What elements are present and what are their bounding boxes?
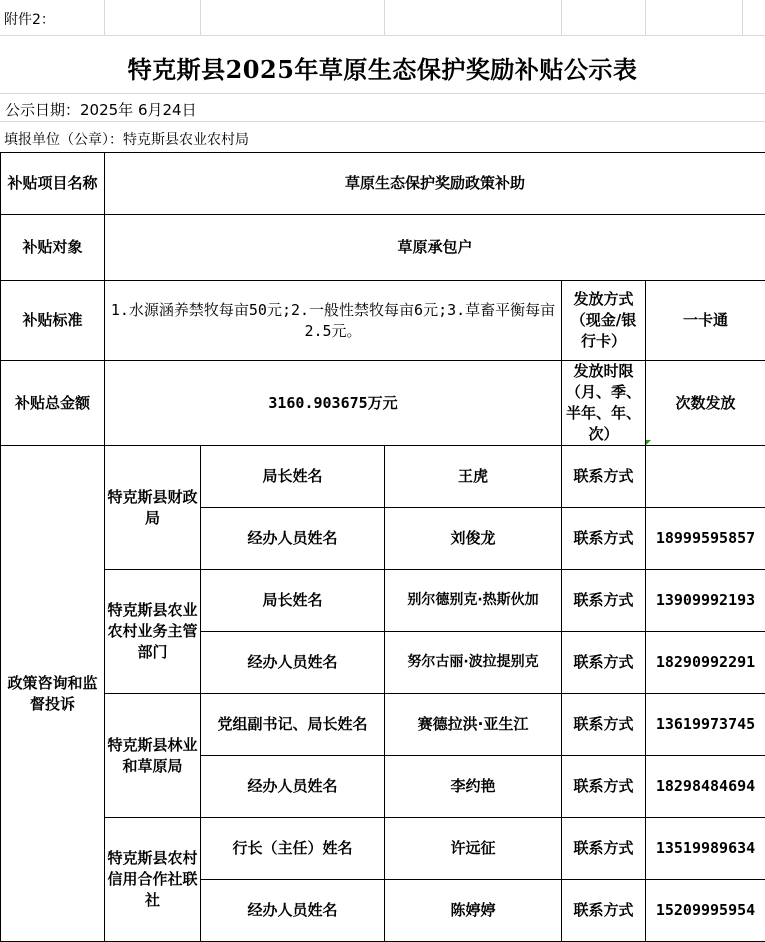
person-name: 别尔德别克·热斯伙加 <box>385 570 562 632</box>
contact-label: 联系方式 <box>562 446 646 508</box>
department-name: 特克斯县林业和草原局 <box>105 694 201 818</box>
cell-comment-marker <box>646 440 651 445</box>
table-row <box>1 281 765 361</box>
table-row <box>1 361 765 446</box>
period-label: 发放时限（月、季、半年、年、次） <box>562 361 646 446</box>
person-phone: 15209995954 <box>646 880 765 942</box>
person-name: 努尔古丽·波拉提别克 <box>385 632 562 694</box>
contact-label: 联系方式 <box>562 694 646 756</box>
table-row <box>1 570 765 632</box>
grid-line <box>200 0 201 36</box>
department-name: 特克斯县农村信用合作社联社 <box>105 818 201 942</box>
consult-label: 政策咨询和监督投诉 <box>1 446 105 942</box>
page-title: 特克斯县2025年草原生态保护奖励补贴公示表 <box>0 50 765 85</box>
title-row <box>0 36 765 94</box>
person-name: 许远征 <box>385 818 562 880</box>
table-row <box>1 153 765 215</box>
person-role: 经办人员姓名 <box>201 508 385 570</box>
attachment-row <box>0 0 765 36</box>
person-role: 经办人员姓名 <box>201 756 385 818</box>
table-row <box>1 818 765 880</box>
contact-label: 联系方式 <box>562 880 646 942</box>
project-label: 补贴项目名称 <box>1 153 105 215</box>
grid-line <box>561 0 562 36</box>
table-row <box>1 446 765 508</box>
table-row <box>1 694 765 756</box>
subsidy-table <box>0 152 765 942</box>
unit-row <box>0 122 765 152</box>
contact-label: 联系方式 <box>562 508 646 570</box>
contact-label: 联系方式 <box>562 818 646 880</box>
contact-label: 联系方式 <box>562 632 646 694</box>
project-value: 草原生态保护奖励政策补助 <box>105 153 765 215</box>
person-phone <box>646 446 765 508</box>
person-role: 党组副书记、局长姓名 <box>201 694 385 756</box>
grid-line <box>384 0 385 36</box>
target-value: 草原承包户 <box>105 215 765 281</box>
payment-method-label: 发放方式（现金/银行卡） <box>562 281 646 361</box>
person-name: 李约艳 <box>385 756 562 818</box>
person-phone: 18999595857 <box>646 508 765 570</box>
person-phone: 18298484694 <box>646 756 765 818</box>
total-label: 补贴总金额 <box>1 361 105 446</box>
table-row <box>1 215 765 281</box>
person-name: 陈婷婷 <box>385 880 562 942</box>
person-role: 局长姓名 <box>201 446 385 508</box>
payment-method-value: 一卡通 <box>646 281 765 361</box>
person-phone: 13619973745 <box>646 694 765 756</box>
person-phone: 13909992193 <box>646 570 765 632</box>
publish-date: 公示日期：2025年 6月24日 <box>5 99 197 120</box>
date-row <box>0 94 765 122</box>
department-name: 特克斯县财政局 <box>105 446 201 570</box>
contact-label: 联系方式 <box>562 756 646 818</box>
department-name: 特克斯县农业农村业务主管部门 <box>105 570 201 694</box>
period-value: 次数发放 <box>646 361 765 446</box>
target-label: 补贴对象 <box>1 215 105 281</box>
person-role: 局长姓名 <box>201 570 385 632</box>
person-role: 经办人员姓名 <box>201 632 385 694</box>
person-name: 刘俊龙 <box>385 508 562 570</box>
standard-label: 补贴标准 <box>1 281 105 361</box>
grid-line <box>742 0 743 36</box>
contact-label: 联系方式 <box>562 570 646 632</box>
attachment-label: 附件2： <box>4 9 55 29</box>
person-role: 行长（主任）姓名 <box>201 818 385 880</box>
grid-line <box>104 0 105 36</box>
filing-unit: 填报单位（公章）：特克斯县农业农村局 <box>4 129 249 149</box>
person-phone: 13519989634 <box>646 818 765 880</box>
person-role: 经办人员姓名 <box>201 880 385 942</box>
standard-value: 1.水源涵养禁牧每亩50元;2.一般性禁牧每亩6元;3.草畜平衡每亩2.5元。 <box>105 281 562 361</box>
grid-line <box>645 0 646 36</box>
person-name: 赛德拉洪·亚生江 <box>385 694 562 756</box>
person-name: 王虎 <box>385 446 562 508</box>
total-value: 3160.903675万元 <box>105 361 562 446</box>
person-phone: 18290992291 <box>646 632 765 694</box>
